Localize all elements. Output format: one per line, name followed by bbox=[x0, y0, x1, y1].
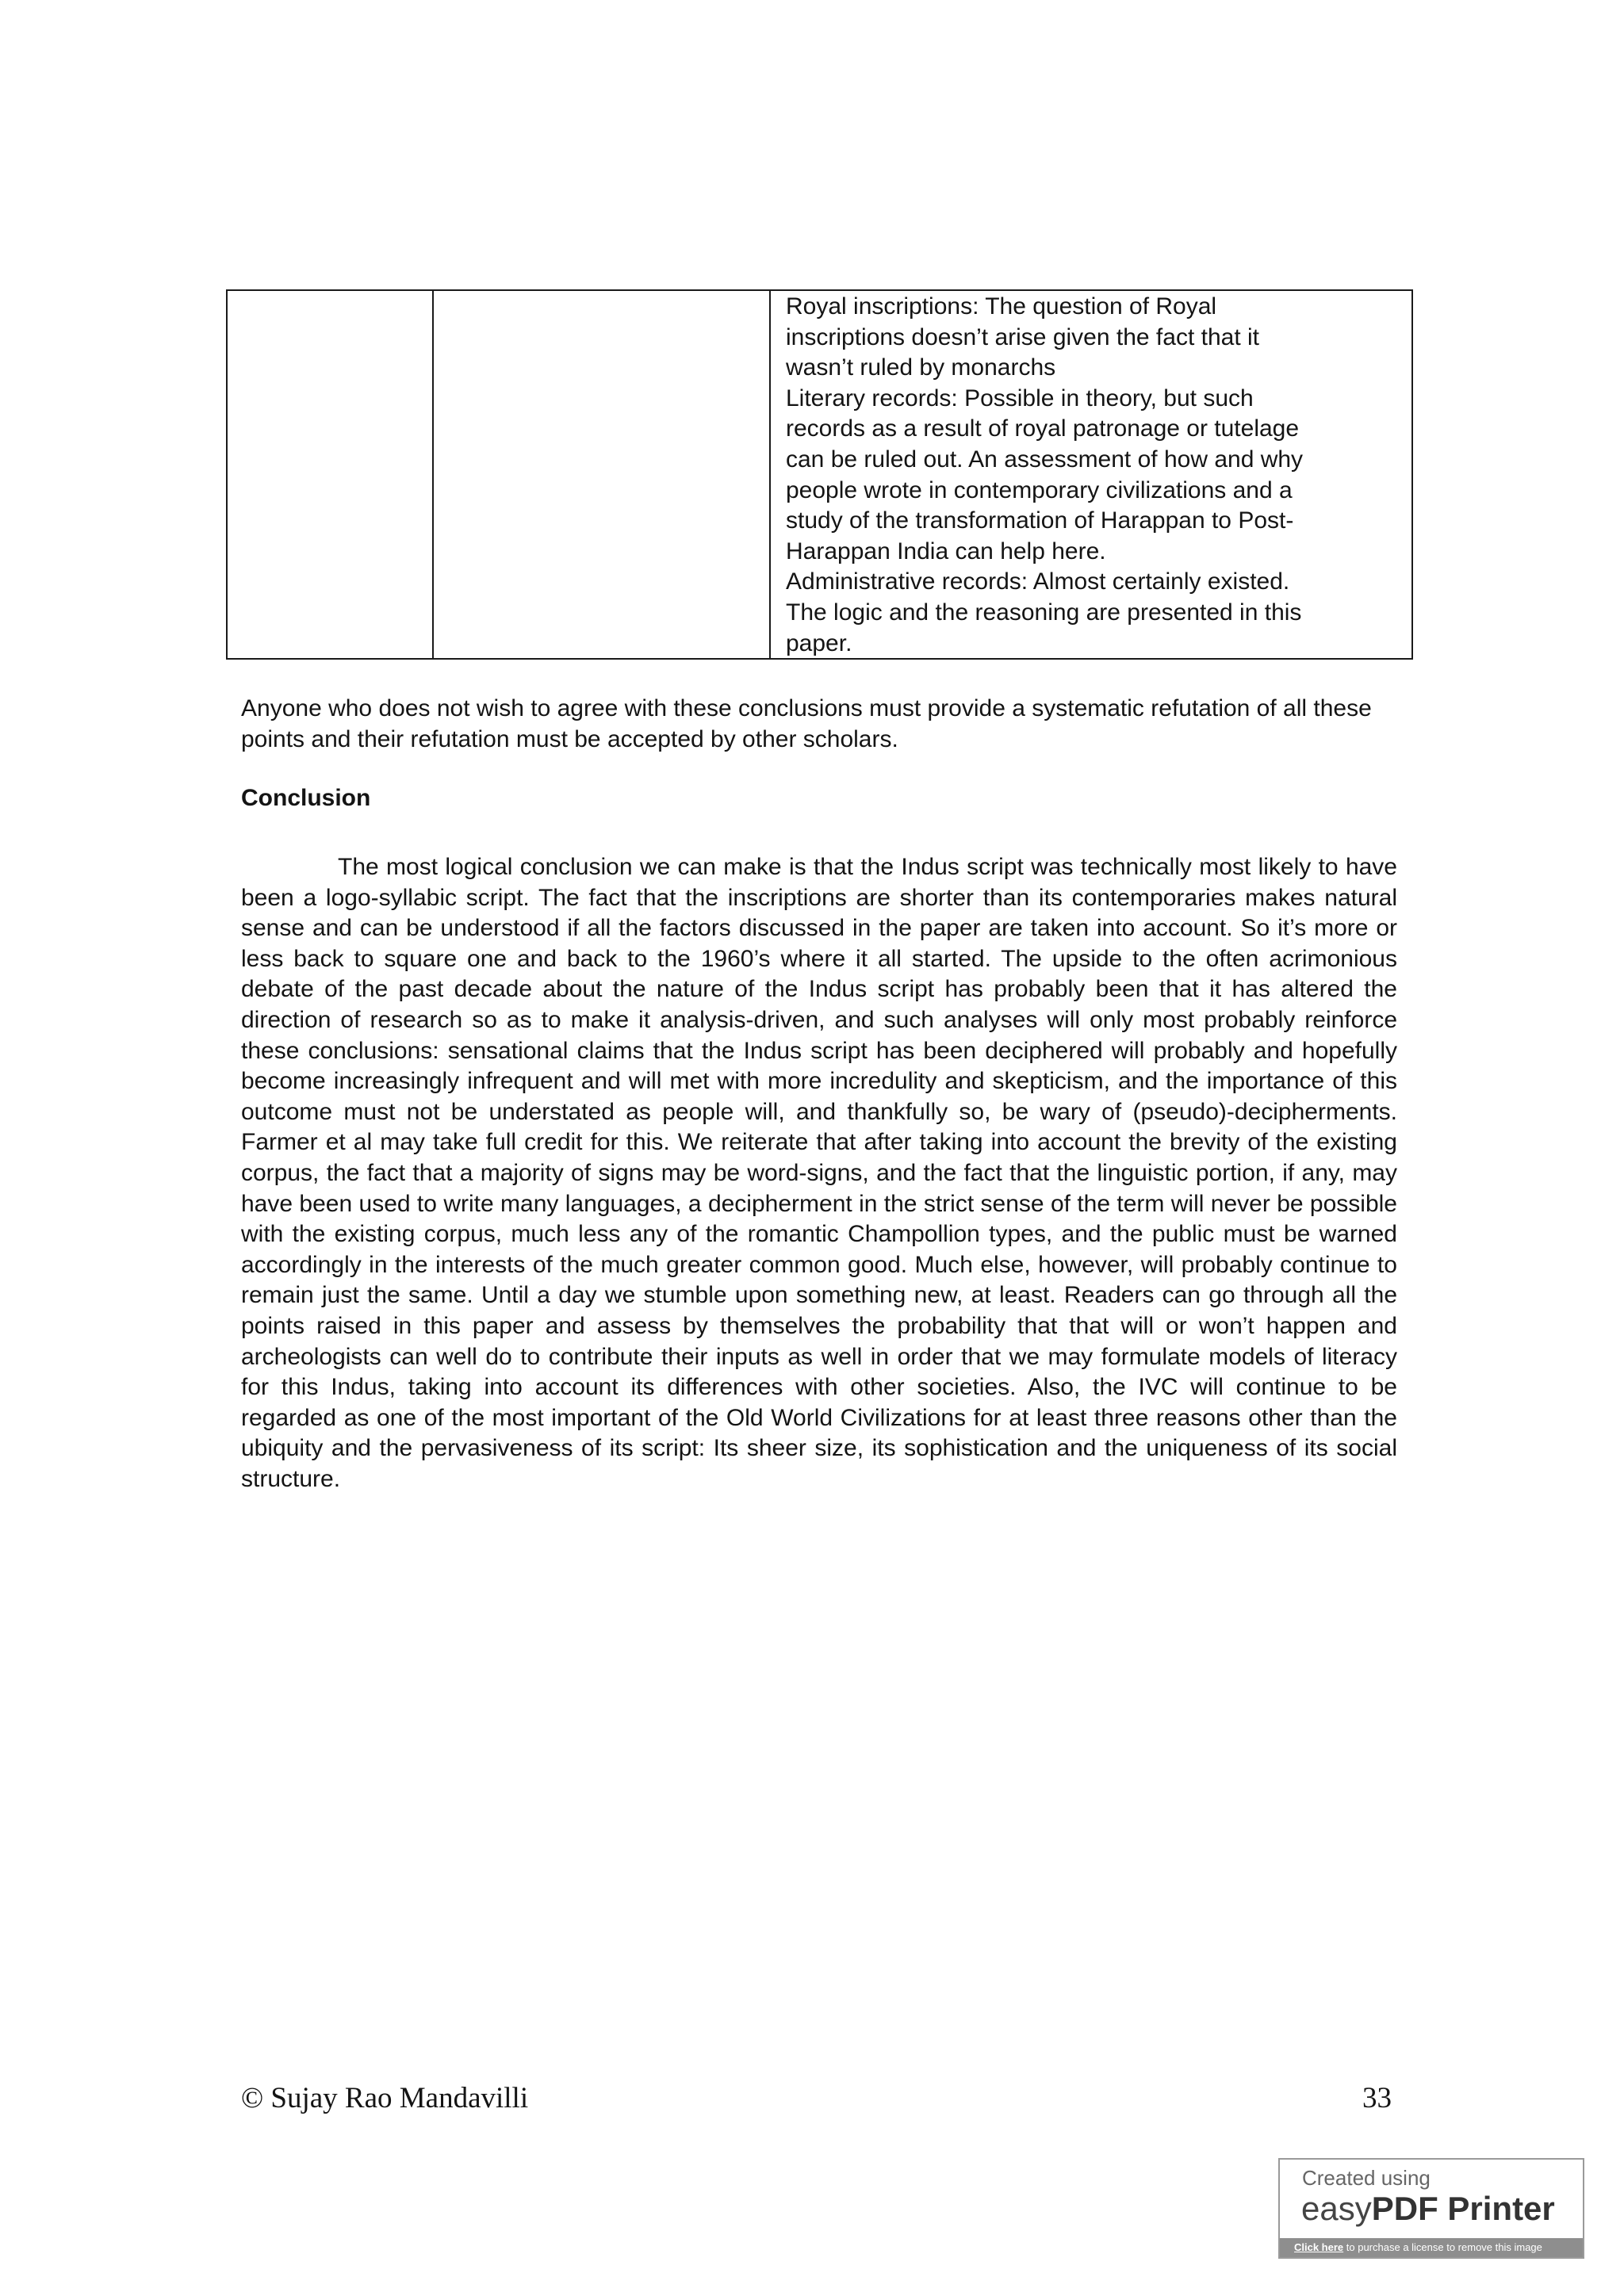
table-fragment bbox=[226, 289, 1413, 660]
table-line: Royal inscriptions: The question of Royal bbox=[786, 293, 1217, 320]
table-line: records as a result of royal patronage or tutelage bbox=[786, 415, 1300, 442]
watermark-bar-text: to purchase a license to remove this image bbox=[1343, 2241, 1542, 2253]
table-line: paper. bbox=[786, 629, 852, 656]
table-cell-col1 bbox=[228, 291, 434, 659]
table-line: study of the transformation of Harappan to Post- bbox=[786, 507, 1294, 534]
page-number: 33 bbox=[1362, 2082, 1392, 2114]
table-line: wasn’t ruled by monarchs bbox=[786, 354, 1056, 381]
watermark-brand-prefix: easy bbox=[1301, 2190, 1372, 2227]
table-cell-col2 bbox=[434, 291, 771, 659]
table-line: Harappan India can help here. bbox=[786, 538, 1106, 564]
conclusion-paragraph: The most logical conclusion we can make is that the Indus script was technically most likely to have been a logo-syllabic script. The fact that the inscriptions are shorter than its contemporaries makes natural sense and can be understood if all the factors discussed in the paper are taken into account. So it’s more or less back to square one and back to the 1960’s where it all started. The upside to the often acrimonious debate of the past decade about the nature of the Indus script has probably been that it has altered the direction of research so as to make it analysis-driven, and such analyses will only most probably reinforce these conclusions: sensational claims that the Indus script has been deciphered will probably and hopefully become increasingly infrequent and will met with more incredulity and skepticism, and the importance of this outcome must not be understated as people will, and thankfully so, be wary of (pseudo)-decipherments. Farmer et al may take full credit for this. We reiterate that after taking into account the brevity of the existing corpus, the fact that a majority of signs may be word-signs, and the fact that the linguistic portion, if any, may have been used to write many languages, a decipherment in the strict sense of the term will never be possible with the existing corpus, much less any of the romantic Champollion types, and the public must be warned accordingly in the interests of the much greater common good. Much else, however, will probably continue to remain just the same. Until a day we stumble upon something new, at least. Readers can go through all the points raised in this paper and assess by themselves the probability that that will or won’t happen and archeologists can well do to contribute their inputs as well in order that we may formulate models of literacy for this Indus, taking into account its differences with other societies. Also, the IVC will continue to be regarded as one of the most important of the Old World Civilizations for at least three reasons other than the ubiquity and the pervasiveness of its script: Its sheer size, its sophistication and the uniqueness of its social structure. bbox=[241, 854, 1397, 1492]
conclusion-heading: Conclusion bbox=[241, 785, 371, 811]
watermark-license-bar bbox=[1280, 2238, 1583, 2257]
watermark-badge[interactable] bbox=[1278, 2158, 1584, 2259]
watermark-brand-bold: PDF Printer bbox=[1371, 2190, 1555, 2227]
refutation-paragraph: Anyone who does not wish to agree with these conclusions must provide a systematic refutation of all these points and their refutation must be accepted by other scholars. bbox=[241, 695, 1372, 752]
watermark-click-here-link[interactable]: Click here bbox=[1294, 2241, 1344, 2253]
table-cell-col3 bbox=[771, 291, 1411, 659]
table-line: The logic and the reasoning are presented in this bbox=[786, 599, 1302, 626]
watermark-brand bbox=[1301, 2190, 1555, 2228]
footer-copyright: © Sujay Rao Mandavilli bbox=[241, 2082, 529, 2114]
table-line: can be ruled out. An assessment of how and why bbox=[786, 446, 1304, 473]
table-line: inscriptions doesn’t arise given the fact that it bbox=[786, 323, 1259, 350]
watermark-created-using: Created using bbox=[1302, 2166, 1431, 2190]
table-line: Literary records: Possible in theory, but such bbox=[786, 385, 1254, 411]
table-line: people wrote in contemporary civilizations and a bbox=[786, 476, 1293, 503]
table-line: Administrative records: Almost certainly existed. bbox=[786, 568, 1290, 595]
